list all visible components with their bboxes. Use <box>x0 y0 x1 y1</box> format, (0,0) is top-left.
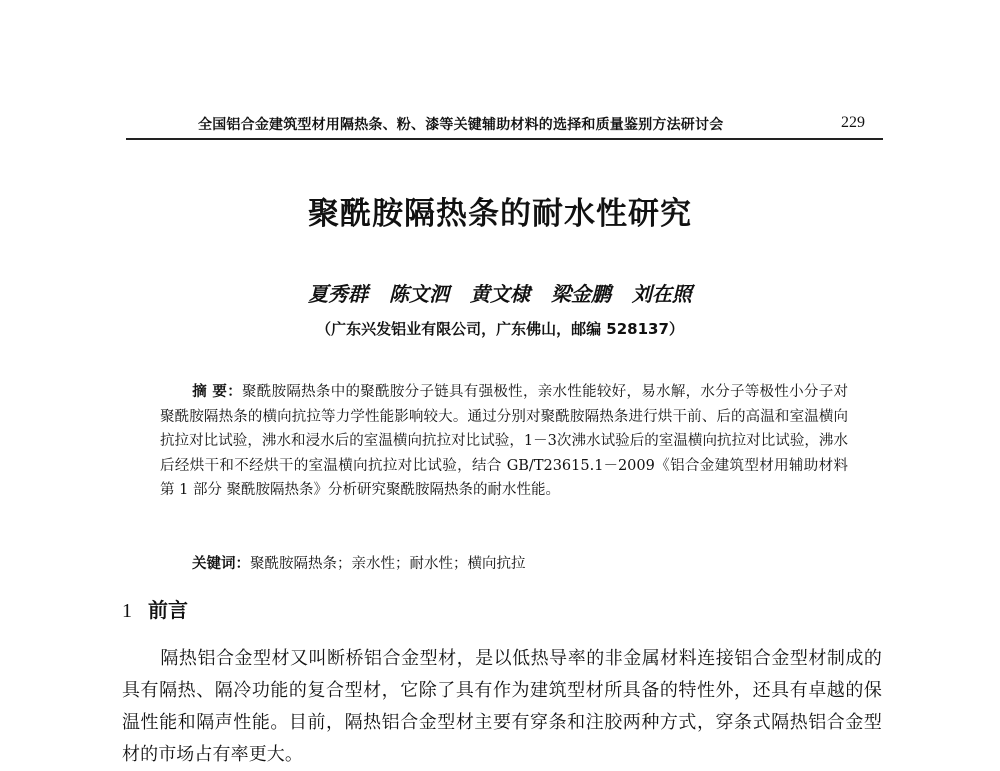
body-paragraph-text: 隔热铝合金型材又叫断桥铝合金型材，是以低热导率的非金属材料连接铝合金型材制成的具有隔热、隔冷功能的复合型材，它除了具有作为建筑型材所具备的特性外，还具有卓越的保温性能和隔声性能。目前，隔热铝合金型材主要有穿条和注胶两种方式，穿条式隔热铝合金型材的市场占有率更大。 <box>122 648 882 765</box>
abstract <box>160 380 848 503</box>
keywords <box>192 552 526 573</box>
running-header <box>126 112 883 140</box>
keywords-label: 关键词： <box>192 555 250 572</box>
paper-title: 聚酰胺隔热条的耐水性研究 <box>308 196 692 232</box>
abstract-text: 聚酰胺隔热条中的聚酰胺分子链具有强极性，亲水性能较好，易水解，水分子等极性小分子对聚酰胺隔热条的横向抗拉等力学性能影响较大。通过分别对聚酰胺隔热条进行烘干前、后的高温和室温横向抗拉对比试验，沸水和浸水后的室温横向抗拉对比试验，1－3次沸水试验后的室温横向抗拉对比试验，沸水后经烘干和不经烘干的室温横向抗拉对比试验，结合 GB/T23615.1－2009《铝合金建筑型材用辅助材料 第 1 部分 聚酰胺隔热条》分析研究聚酰胺隔热条的耐水性能。 <box>160 384 848 498</box>
affiliation: （广东兴发铝业有限公司，广东佛山，邮编 528137） <box>316 320 684 338</box>
section-number: 1 <box>122 600 132 622</box>
page-number: 229 <box>841 114 865 131</box>
abstract-label: 摘 要： <box>192 383 242 400</box>
running-title: 全国铝合金建筑型材用隔热条、粉、漆等关键辅助材料的选择和质量鉴别方法研讨会 <box>198 117 724 133</box>
keywords-text: 聚酰胺隔热条；亲水性；耐水性；横向抗拉 <box>250 556 526 572</box>
author-list: 夏秀群 陈文泗 黄文棣 梁金鹏 刘在照 <box>308 282 692 306</box>
section-title: 前言 <box>148 598 188 622</box>
section-heading <box>122 594 188 623</box>
